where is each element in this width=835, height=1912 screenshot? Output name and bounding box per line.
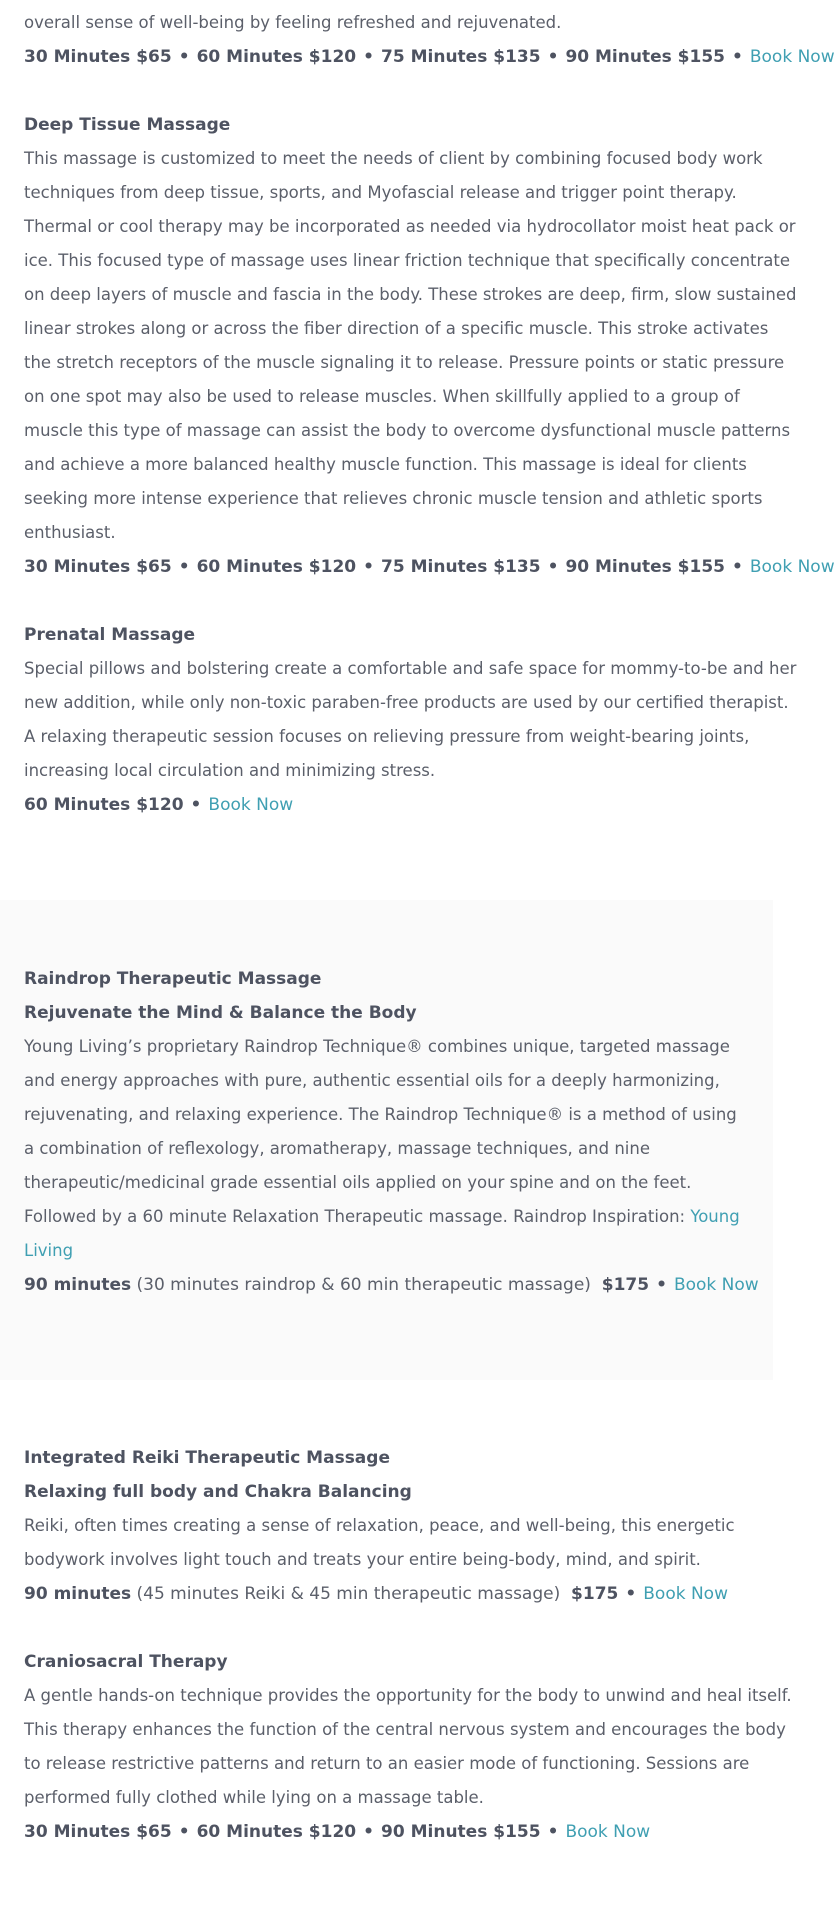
- price-60: 60 Minutes $120: [196, 557, 357, 577]
- book-now-button[interactable]: Book Now: [749, 557, 835, 577]
- separator-dot: •: [363, 1822, 375, 1842]
- deep-tissue-price-line: [24, 550, 835, 584]
- duration: 90 minutes: [24, 1275, 132, 1295]
- price-75: 75 Minutes $135: [381, 557, 541, 577]
- price: $175: [601, 1275, 650, 1295]
- separator-dot: •: [731, 557, 743, 577]
- price-90: 90 Minutes $155: [565, 47, 725, 67]
- raindrop-band: [0, 900, 773, 1380]
- separator-dot: •: [656, 1275, 667, 1295]
- reiki-description: Reiki, often times creating a sense of relaxation, peace, and well-being, this energetic bodywork involves light touch and treats your entire being-body, mind, and spirit.: [24, 1516, 735, 1569]
- deep-tissue-section: [0, 108, 835, 584]
- young-living-link[interactable]: Young Living: [24, 1207, 740, 1260]
- raindrop-description: [24, 1030, 749, 1268]
- raindrop-description-text: Young Living’s proprietary Raindrop Technique® combines unique, targeted massage and energy approaches with pure, authentic essential oils for a deeply harmonizing, rejuvenating, and relaxing experience. The Raindrop Technique® is a method of using a combination of reflexology, aromatherapy, massage techniques, and nine therapeutic/medicinal grade essential oils applied on your spine and on the feet. Followed by a 60 minute Relaxation Therapeutic massage. Raindrop Inspiration:: [24, 1037, 737, 1226]
- separator-dot: •: [547, 47, 559, 67]
- reiki-subtitle: Relaxing full body and Chakra Balancing: [24, 1482, 412, 1502]
- separator-dot: •: [178, 47, 190, 67]
- raindrop-subtitle: Rejuvenate the Mind & Balance the Body: [24, 1003, 417, 1023]
- separator-dot: •: [731, 47, 743, 67]
- deep-tissue-description: This massage is customized to meet the needs of client by combining focused body work techniques from deep tissue, sports, and Myofascial release and trigger point therapy. Thermal or cool therapy may be incorporated as needed via hydrocollator moist heat pack or ice. This focused type of massage uses linear friction technique that specifically concentrate on deep layers of muscle and fascia in the body. These strokes are deep, firm, slow sustained linear strokes along or across the fiber direction of a specific muscle. This stroke activates the stretch receptors of the muscle signaling it to release. Pressure points or static pressure on one spot may also be used to release muscles. When skillfully applied to a group of muscle this type of massage can assist the body to overcome dysfunctional muscle patterns and achieve a more balanced healthy muscle function. This massage is ideal for clients seeking more intense experience that relieves chronic muscle tension and athletic sports enthusiast.: [24, 149, 797, 542]
- deep-tissue-title: Deep Tissue Massage: [24, 115, 231, 135]
- separator-dot: •: [363, 557, 375, 577]
- duration-note: (45 minutes Reiki & 45 min therapeutic massage): [136, 1584, 561, 1604]
- separator-dot: •: [178, 557, 190, 577]
- book-now-button[interactable]: Book Now: [565, 1822, 651, 1842]
- separator-dot: •: [625, 1584, 637, 1604]
- price-30: 30 Minutes $65: [24, 557, 172, 577]
- cranio-section: [0, 1645, 821, 1849]
- raindrop-section: [0, 900, 773, 1302]
- raindrop-price-line: [24, 1268, 759, 1302]
- price-60: 60 Minutes $120: [196, 47, 357, 67]
- swedish-description-tail: overall sense of well-being by feeling refreshed and rejuvenated.: [24, 13, 562, 32]
- price-30: 30 Minutes $65: [24, 1822, 172, 1842]
- prenatal-title: Prenatal Massage: [24, 625, 196, 645]
- book-now-button[interactable]: Book Now: [208, 795, 294, 815]
- cranio-title: Craniosacral Therapy: [24, 1652, 228, 1672]
- swedish-section: [0, 6, 835, 74]
- book-now-button[interactable]: Book Now: [643, 1584, 728, 1604]
- duration: 90 minutes: [24, 1584, 132, 1604]
- reiki-price-line: [24, 1577, 797, 1611]
- raindrop-title: Raindrop Therapeutic Massage: [24, 969, 322, 989]
- book-now-button[interactable]: Book Now: [749, 47, 835, 67]
- separator-dot: •: [178, 1822, 190, 1842]
- price-60: 60 Minutes $120: [196, 1822, 357, 1842]
- duration-note: (30 minutes raindrop & 60 min therapeutic massage): [136, 1275, 591, 1295]
- prenatal-price-line: [24, 788, 797, 822]
- price-60: 60 Minutes $120: [24, 795, 184, 815]
- separator-dot: •: [190, 795, 202, 815]
- separator-dot: •: [547, 557, 559, 577]
- price-90: 90 Minutes $155: [381, 1822, 541, 1842]
- prenatal-section: [0, 618, 821, 822]
- price-75: 75 Minutes $135: [381, 47, 541, 67]
- price: $175: [571, 1584, 619, 1604]
- cranio-price-line: [24, 1815, 797, 1849]
- separator-dot: •: [547, 1822, 559, 1842]
- prenatal-description: Special pillows and bolstering create a comfortable and safe space for mommy-to-be and her new addition, while only non-toxic paraben-free products are used by our certified therapist. A relaxing therapeutic session focuses on relieving pressure from weight-bearing joints, increasing local circulation and minimizing stress.: [24, 659, 797, 780]
- cranio-description: A gentle hands-on technique provides the opportunity for the body to unwind and heal itself. This therapy enhances the function of the central nervous system and encourages the body to release restrictive patterns and return to an easier mode of functioning. Sessions are performed fully clothed while lying on a massage table.: [24, 1686, 792, 1807]
- separator-dot: •: [363, 47, 375, 67]
- book-now-button[interactable]: Book Now: [673, 1275, 759, 1295]
- swedish-price-line: [24, 40, 835, 74]
- price-30: 30 Minutes $65: [24, 47, 172, 67]
- price-90: 90 Minutes $155: [565, 557, 725, 577]
- reiki-title: Integrated Reiki Therapeutic Massage: [24, 1448, 390, 1468]
- reiki-section: [0, 1441, 821, 1611]
